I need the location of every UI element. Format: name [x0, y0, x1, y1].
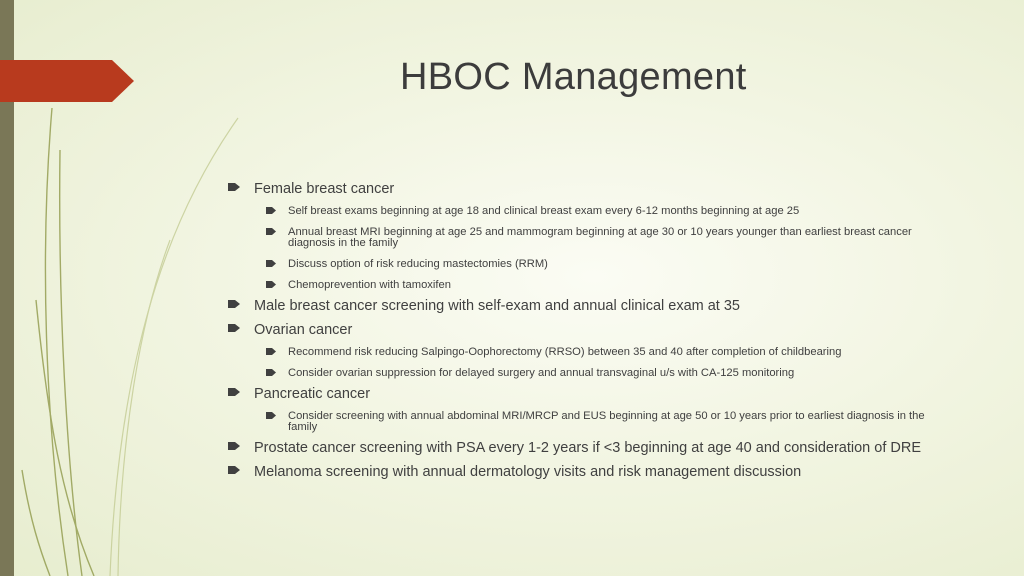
bullet-item	[228, 439, 988, 457]
arrow-bullet-icon	[228, 466, 240, 474]
arrow-bullet-icon	[266, 260, 276, 267]
arrow-bullet-icon	[228, 183, 240, 191]
bullet-text: Ovarian cancer	[254, 322, 353, 338]
bullet-text: Female breast cancer	[254, 181, 395, 197]
sub-bullet-item	[266, 227, 948, 249]
sub-bullet-item	[266, 280, 988, 291]
arrow-bullet-icon	[266, 207, 276, 214]
sub-bullet-text: Recommend risk reducing Salpingo-Oophorectomy (RRSO) between 35 and 40 after completion of childbearing	[288, 346, 842, 358]
bullet-item	[228, 297, 988, 315]
sub-bullet-text: Discuss option of risk reducing mastectomies (RRM)	[288, 258, 548, 270]
sub-bullet-text: Consider screening with annual abdominal MRI/MRCP and EUS beginning at age 50 or 10 years prior to earliest diagnosis in the family	[288, 410, 925, 433]
sub-bullet-text: Chemoprevention with tamoxifen	[288, 279, 451, 291]
sub-bullet-item	[266, 206, 988, 217]
sub-bullet-item	[266, 259, 988, 270]
bullet-text: Melanoma screening with annual dermatology visits and risk management discussion	[254, 464, 802, 480]
red-accent-tab	[0, 60, 134, 102]
bullet-item	[228, 180, 988, 198]
bullet-text: Prostate cancer screening with PSA every 1-2 years if <3 beginning at age 40 and consideration of DRE	[254, 440, 921, 456]
sub-bullet-text: Annual breast MRI beginning at age 25 and mammogram beginning at age 30 or 10 years younger than earliest breast cancer diagnosis in the family	[288, 226, 912, 249]
bullet-item	[228, 385, 988, 403]
bullet-list	[228, 176, 988, 481]
arrow-bullet-icon	[228, 388, 240, 396]
sub-bullet-item	[266, 411, 948, 433]
sub-bullet-text: Consider ovarian suppression for delayed surgery and annual transvaginal u/s with CA-125 monitoring	[288, 367, 795, 379]
arrow-bullet-icon	[228, 300, 240, 308]
bullet-item	[228, 463, 988, 481]
arrow-bullet-icon	[228, 442, 240, 450]
arrow-bullet-icon	[266, 281, 276, 288]
arrow-bullet-icon	[266, 412, 276, 419]
bullet-text: Male breast cancer screening with self-exam and annual clinical exam at 35	[254, 298, 740, 314]
arrow-bullet-icon	[228, 324, 240, 332]
sub-bullet-item	[266, 347, 988, 358]
bullet-text: Pancreatic cancer	[254, 386, 371, 402]
slide-title: HBOC Management	[400, 56, 747, 98]
arrow-bullet-icon	[266, 369, 276, 376]
arrow-bullet-icon	[266, 228, 276, 235]
bullet-item	[228, 321, 988, 339]
sub-bullet-text: Self breast exams beginning at age 18 and clinical breast exam every 6-12 months beginning at age 25	[288, 205, 800, 217]
arrow-bullet-icon	[266, 348, 276, 355]
sub-bullet-item	[266, 368, 988, 379]
